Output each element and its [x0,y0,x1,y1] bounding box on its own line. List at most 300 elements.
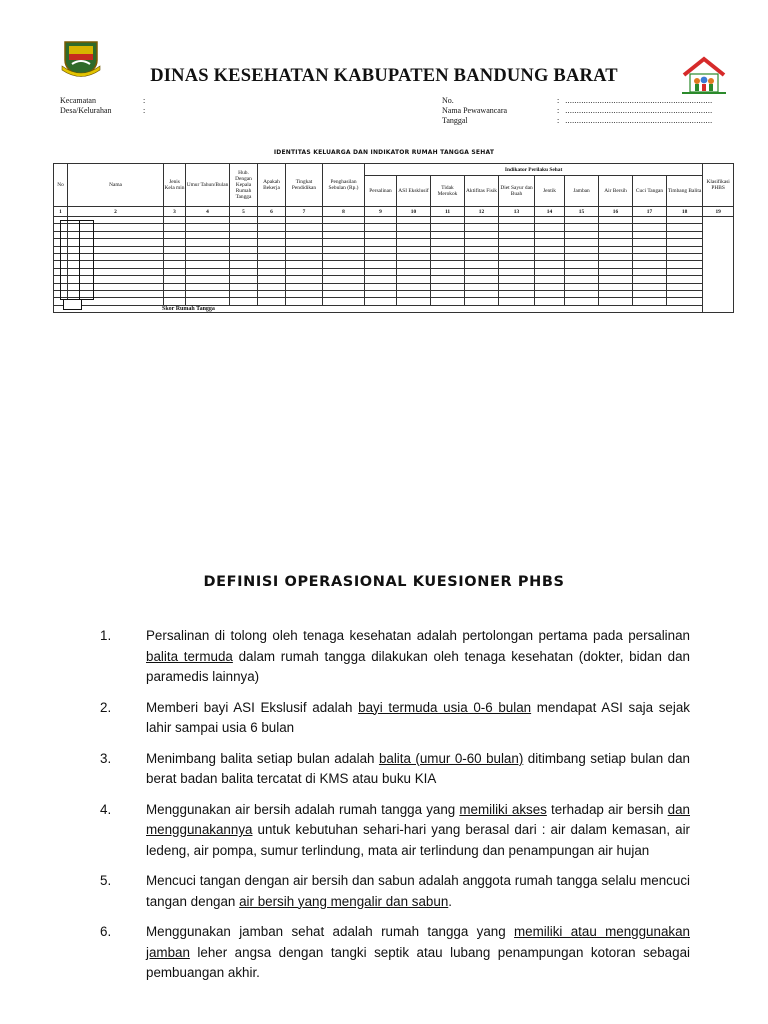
definisi-emphasis: memiliki akses [459,801,547,817]
table-row [54,298,734,305]
identity-indicator-table [53,163,734,313]
table-cell[interactable] [258,239,286,246]
table-cell[interactable] [365,246,397,253]
definisi-item-number: 1. [100,628,112,643]
table-cell[interactable] [286,239,323,246]
table-cell[interactable] [465,283,499,290]
field-label: Kecamatan [60,96,96,105]
number-column-border [60,220,80,300]
table-cell[interactable] [633,239,667,246]
table-cell[interactable] [397,217,431,224]
field-separator: : [557,106,560,115]
table-row [54,283,734,290]
table-cell[interactable] [565,268,599,275]
table-row [54,239,734,246]
column-number-cell: 1 [54,207,68,217]
table-cell[interactable] [499,268,535,275]
table-cell[interactable] [286,253,323,260]
field-value: ................................................................ [565,116,713,125]
table-cell[interactable] [230,246,258,253]
table-cell[interactable] [258,276,286,283]
column-number-cell: 8 [323,207,365,217]
table-cell[interactable] [535,283,565,290]
table-cell[interactable] [186,217,230,224]
table-cell[interactable] [323,298,365,305]
table-cell[interactable] [465,261,499,268]
table-cell[interactable] [186,231,230,238]
table-cell[interactable] [397,224,431,231]
column-number-cell: 9 [365,207,397,217]
table-cell[interactable] [499,224,535,231]
table-cell[interactable] [286,283,323,290]
table-cell[interactable] [565,283,599,290]
page-title: DINAS KESEHATAN KABUPATEN BANDUNG BARAT [150,66,618,86]
table-cell[interactable] [286,231,323,238]
field-value: ................................................................ [565,106,713,115]
table-row [54,261,734,268]
table-cell[interactable] [258,290,286,297]
table-cell[interactable] [186,290,230,297]
table-cell[interactable] [599,261,633,268]
skor-row [54,305,734,312]
table-row [54,217,734,224]
table-cell[interactable] [633,224,667,231]
table-cell[interactable] [258,298,286,305]
table-cell[interactable] [499,246,535,253]
table-cell[interactable] [186,246,230,253]
header-indikator-col: Jentik [535,176,565,207]
field-value: ................................................................ [565,96,713,105]
table-cell[interactable] [164,276,186,283]
table-cell[interactable] [535,298,565,305]
table-cell[interactable] [599,283,633,290]
table-cell[interactable] [323,290,365,297]
definisi-item [100,698,690,739]
table-cell[interactable] [499,231,535,238]
header-umur: Umur Tahun/Bulan [186,164,230,207]
column-number-cell: 19 [703,207,734,217]
definisi-item-number: 4. [100,801,112,817]
table-cell[interactable] [431,298,465,305]
table-cell[interactable] [667,261,703,268]
table-cell[interactable] [431,268,465,275]
table-cell[interactable] [499,239,535,246]
table-cell[interactable] [465,224,499,231]
table-row [54,276,734,283]
column-number-cell: 16 [599,207,633,217]
table-cell[interactable] [365,239,397,246]
table-cell[interactable] [286,224,323,231]
table-cell[interactable] [186,224,230,231]
table-cell[interactable] [164,224,186,231]
table-cell[interactable] [230,261,258,268]
header-no: No [54,164,68,207]
table-row [54,224,734,231]
number-column-block [60,220,94,300]
field-separator: : [557,96,560,105]
table-cell[interactable] [535,290,565,297]
definisi-item-number: 2. [100,699,112,715]
table-cell[interactable] [667,231,703,238]
table-cell[interactable] [633,268,667,275]
table-cell[interactable] [323,253,365,260]
definisi-text: leher angsa dengan tangki septik atau lubang penampungan kotoran sebagai pembuangan akhir. [146,944,690,980]
table-cell[interactable] [499,276,535,283]
table-cell[interactable] [667,246,703,253]
header-indikator-col: Persalinan [365,176,397,207]
field-label: Desa/Kelurahan [60,106,112,115]
header-indikator-col: Diet Sayur dan Buah [499,176,535,207]
table-cell[interactable] [465,298,499,305]
table-cell[interactable] [431,276,465,283]
definisi-emphasis: bayi termuda usia 0-6 bulan [358,699,532,715]
table-cell[interactable] [286,276,323,283]
table-cell[interactable] [465,276,499,283]
table-cell[interactable] [258,283,286,290]
field-separator: : [557,116,560,125]
table-cell[interactable] [323,239,365,246]
definisi-item [100,871,690,912]
table-cell[interactable] [599,268,633,275]
table-cell[interactable] [667,224,703,231]
definisi-item-number: 6. [100,924,112,939]
skor-rumah-tangga-label: Skor Rumah Tangga [54,305,703,312]
table-cell[interactable] [230,224,258,231]
table-cell[interactable] [565,276,599,283]
table-cell[interactable] [365,268,397,275]
table-cell[interactable] [397,298,431,305]
definisi-text: Memberi bayi ASI Ekslusif adalah [146,699,359,715]
table-cell[interactable] [186,283,230,290]
table-cell[interactable] [431,224,465,231]
table-cell[interactable] [535,261,565,268]
table-cell[interactable] [667,290,703,297]
column-number-row [54,207,734,217]
table-cell[interactable] [397,290,431,297]
definisi-text: mendapat ASI saja sejak lahir sampai usia 6 bulan [146,699,690,735]
column-number-cell: 11 [431,207,465,217]
table-row [54,231,734,238]
definisi-emphasis: air bersih yang mengalir dan sabun [239,893,449,909]
table-cell[interactable] [258,253,286,260]
definisi-emphasis: balita (umur 0-60 bulan) [378,750,524,766]
column-number-cell: 15 [565,207,599,217]
table-row [54,290,734,297]
definisi-text: ditimbang setiap bulan dan berat badan balita tercatat di KMS atau buku KIA [146,750,690,786]
table-cell[interactable] [323,217,365,224]
table-cell[interactable] [365,253,397,260]
meta-left [60,96,145,116]
header-penghasilan: Penghasilan Sebulan (Rp.) [323,164,365,207]
definisi-text: Menggunakan air bersih adalah rumah tangga yang [146,801,460,817]
header-indikator-col: Tidak Merokok [431,176,465,207]
table-cell[interactable] [365,217,397,224]
table-cell[interactable] [535,276,565,283]
column-number-cell: 6 [258,207,286,217]
table-cell[interactable] [565,290,599,297]
table-cell[interactable] [633,290,667,297]
table-cell[interactable] [164,246,186,253]
table-cell[interactable] [535,224,565,231]
table-row [54,246,734,253]
table-cell[interactable] [230,231,258,238]
table-cell[interactable] [164,239,186,246]
table-cell[interactable] [535,217,565,224]
table-cell[interactable] [499,253,535,260]
table-cell[interactable] [633,246,667,253]
definisi-item [100,800,690,862]
table-cell[interactable] [667,253,703,260]
definisi-title: DEFINISI OPERASIONAL KUESIONER PHBS [203,574,565,590]
definisi-text: terhadap air bersih [546,801,668,817]
field-no [442,96,712,106]
table-cell[interactable] [323,283,365,290]
table-cell[interactable] [186,239,230,246]
table-cell[interactable] [286,246,323,253]
table-cell[interactable] [465,246,499,253]
table-cell[interactable] [667,268,703,275]
table-cell[interactable] [431,239,465,246]
header-klasifikasi: Klasifikasi PHBS [703,164,734,207]
table-cell[interactable] [465,253,499,260]
table-cell[interactable] [667,217,703,224]
table-cell[interactable] [164,298,186,305]
table-cell[interactable] [286,298,323,305]
table-cell[interactable] [465,231,499,238]
table-cell[interactable] [535,268,565,275]
column-number-cell: 10 [397,207,431,217]
table-cell[interactable] [565,298,599,305]
table-cell[interactable] [535,239,565,246]
table-cell[interactable] [186,276,230,283]
field-desa [60,106,145,116]
field-label: Nama Pewawancara [442,106,508,115]
table-cell[interactable] [323,261,365,268]
field-label: Tanggal [442,116,468,125]
table-cell[interactable] [565,246,599,253]
table-cell[interactable] [164,268,186,275]
table-cell[interactable] [164,261,186,268]
table-cell[interactable] [431,217,465,224]
table-cell[interactable] [164,290,186,297]
table-cell[interactable] [599,239,633,246]
field-kecamatan [60,96,145,106]
table-cell[interactable] [323,268,365,275]
table-cell[interactable] [599,231,633,238]
table-cell[interactable] [465,239,499,246]
table-cell[interactable] [397,246,431,253]
field-label: No. [442,96,454,105]
table-cell[interactable] [365,283,397,290]
total-score-box [63,299,82,310]
table-cell[interactable] [397,231,431,238]
definisi-text: Mencuci tangan dengan air bersih dan sabun adalah anggota rumah tangga selalu mencuci tangan dengan [146,873,690,909]
table-cell[interactable] [599,290,633,297]
table-row [54,268,734,275]
field-separator: : [143,106,146,115]
table-cell[interactable] [703,217,734,313]
table-cell[interactable] [633,298,667,305]
table-cell[interactable] [499,298,535,305]
table-cell[interactable] [633,253,667,260]
table-cell[interactable] [431,231,465,238]
table-cell[interactable] [431,283,465,290]
column-number-cell: 2 [68,207,164,217]
definisi-text: . [448,893,452,909]
table-cell[interactable] [365,224,397,231]
table-cell[interactable] [365,290,397,297]
table-cell[interactable] [465,217,499,224]
table-cell[interactable] [535,246,565,253]
table-cell[interactable] [565,253,599,260]
table-cell[interactable] [499,217,535,224]
table-cell[interactable] [230,290,258,297]
table-cell[interactable] [286,261,323,268]
table-cell[interactable] [397,268,431,275]
header-indikator-col: Jamban [565,176,599,207]
table-cell[interactable] [499,283,535,290]
table-cell[interactable] [499,261,535,268]
table-cell[interactable] [397,261,431,268]
table-cell[interactable] [186,253,230,260]
table-cell[interactable] [186,261,230,268]
table-cell[interactable] [599,224,633,231]
table-cell[interactable] [499,290,535,297]
table-cell[interactable] [186,298,230,305]
table-cell[interactable] [565,239,599,246]
definisi-emphasis: dan menggunakannya [146,801,690,837]
table-cell[interactable] [365,276,397,283]
header-bekerja: Apakah Bekerja [258,164,286,207]
meta-right [442,96,712,126]
table-cell[interactable] [599,217,633,224]
header-indikator-col: Air Bersih [599,176,633,207]
table-cell[interactable] [565,217,599,224]
table-cell[interactable] [633,261,667,268]
table-cell[interactable] [323,231,365,238]
table-cell[interactable] [667,298,703,305]
table-cell[interactable] [633,231,667,238]
header-indikator-col: ASI Eksklusif [397,176,431,207]
table-cell[interactable] [164,283,186,290]
field-separator: : [143,96,146,105]
table-cell[interactable] [323,276,365,283]
table-cell[interactable] [186,268,230,275]
column-number-cell: 7 [286,207,323,217]
table-cell[interactable] [667,276,703,283]
definisi-item-number: 3. [100,750,112,766]
table-cell[interactable] [230,268,258,275]
table-title: IDENTITAS KELUARGA DAN INDIKATOR RUMAH TANGGA SEHAT [273,149,495,156]
table-cell[interactable] [365,231,397,238]
header-pendidikan: Tingkat Pendidikan [286,164,323,207]
table-cell[interactable] [599,253,633,260]
definisi-emphasis: memiliki atau menggunakan jamban [146,924,690,960]
definisi-text: Persalinan di tolong oleh tenaga kesehatan adalah pertolongan pertama pada persalinan [146,628,690,643]
table-cell[interactable] [565,261,599,268]
definisi-item [100,922,690,984]
table-cell[interactable] [667,283,703,290]
header-indikator-col: Timbang Balita [667,176,703,207]
table-cell[interactable] [431,261,465,268]
header-nama: Nama [68,164,164,207]
table-cell[interactable] [164,231,186,238]
definisi-list [100,626,690,994]
table-cell[interactable] [397,253,431,260]
table-cell[interactable] [599,246,633,253]
table-cell[interactable] [633,283,667,290]
table-cell[interactable] [258,231,286,238]
table-cell[interactable] [431,253,465,260]
table-cell[interactable] [365,261,397,268]
table-cell[interactable] [397,239,431,246]
definisi-text: dalam rumah tangga dilakukan oleh tenaga kesehatan (dokter, bidan dan paramedis lainnya) [146,648,690,684]
header-indikator: Indikator Perilaku Sehat [365,164,703,176]
table-cell[interactable] [164,253,186,260]
table-cell[interactable] [323,246,365,253]
table-cell[interactable] [565,224,599,231]
header-indikator-col: Cuci Tangan [633,176,667,207]
table-cell[interactable] [286,268,323,275]
table-cell[interactable] [465,290,499,297]
table-cell[interactable] [431,246,465,253]
table-cell[interactable] [230,239,258,246]
table-cell[interactable] [230,253,258,260]
table-cell[interactable] [565,231,599,238]
table-cell[interactable] [397,283,431,290]
table-cell[interactable] [258,224,286,231]
table-cell[interactable] [164,217,186,224]
table-cell[interactable] [286,217,323,224]
table-cell[interactable] [286,290,323,297]
table-cell[interactable] [465,268,499,275]
table-cell[interactable] [633,217,667,224]
table-cell[interactable] [230,217,258,224]
table-cell[interactable] [323,224,365,231]
table-cell[interactable] [431,290,465,297]
definisi-item [100,749,690,790]
column-number-cell: 17 [633,207,667,217]
column-number-cell: 13 [499,207,535,217]
column-number-cell: 12 [465,207,499,217]
table-cell[interactable] [397,276,431,283]
table-cell[interactable] [599,298,633,305]
table-cell[interactable] [258,217,286,224]
table-cell[interactable] [258,268,286,275]
definisi-text: untuk kebutuhan sehari-hari yang berasal dari : air dalam kemasan, air ledeng, air pompa, sumur terlindung, mata air terlindung dan penampungan air hujan [146,822,690,858]
column-number-cell: 3 [164,207,186,217]
header-jenis-kelamin: Jenis Kela min [164,164,186,207]
table-cell[interactable] [667,239,703,246]
header-hubungan: Hub. Dengan Kepala Rumah Tangga [230,164,258,207]
column-number-cell: 5 [230,207,258,217]
field-nama-pewawancara [442,106,712,116]
table-cell[interactable] [633,276,667,283]
table-cell[interactable] [365,298,397,305]
number-column-border [80,220,94,300]
header-indikator-col: Aktifitas Fisik [465,176,499,207]
definisi-emphasis: balita termuda [146,648,233,664]
table-cell[interactable] [599,276,633,283]
table-cell[interactable] [535,253,565,260]
table-cell[interactable] [258,261,286,268]
table-cell[interactable] [230,276,258,283]
table-cell[interactable] [258,246,286,253]
definisi-text: Menggunakan jamban sehat adalah rumah tangga yang [146,924,515,939]
table-cell[interactable] [535,231,565,238]
table-cell[interactable] [230,283,258,290]
table-cell[interactable] [230,298,258,305]
